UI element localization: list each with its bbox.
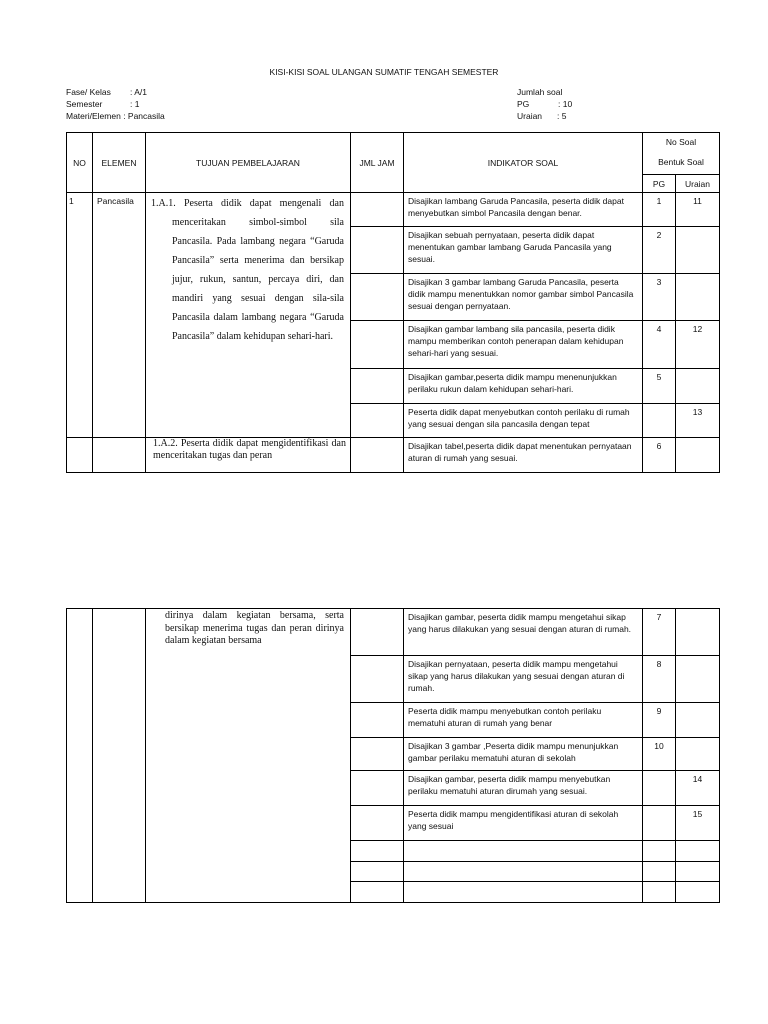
uraian-number — [676, 703, 720, 738]
indikator-cell: Disajikan gambar lambang sila pancasila, peserta didik mampu memberikan contoh penerapan dalam kehidupan sehari-hari yang sesuai. — [404, 321, 643, 369]
indikator-cell: Peserta didik mampu mengidentifikasi aturan di sekolah yang sesuai — [404, 806, 643, 841]
jml-jam-cell — [351, 193, 404, 227]
uraian-row — [517, 110, 572, 122]
row-elemen-empty — [93, 609, 146, 903]
jml-jam-cell — [351, 404, 404, 438]
pg-number — [643, 806, 676, 841]
jml-jam-cell — [351, 369, 404, 404]
pg-number: 7 — [643, 609, 676, 656]
jml-jam-cell — [351, 771, 404, 806]
pg-number — [643, 404, 676, 438]
uraian-number — [676, 609, 720, 656]
jml-jam-cell — [351, 321, 404, 369]
semester-value: : 1 — [130, 99, 140, 109]
pg-number: 4 — [643, 321, 676, 369]
row-elemen-empty — [93, 438, 146, 473]
row-no: 1 — [67, 193, 93, 438]
fase-row — [66, 86, 165, 98]
indikator-cell: Disajikan sebuah pernyataan, peserta didik dapat menentukan gambar lambang Garuda Pancasila yang sesuai. — [404, 227, 643, 274]
indikator-cell: Disajikan lambang Garuda Pancasila, peserta didik dapat menyebutkan simbol Pancasila dengan benar. — [404, 193, 643, 227]
semester-label: Semester — [66, 99, 103, 109]
header-info-right — [517, 86, 572, 122]
indikator-cell — [404, 862, 643, 882]
header-jml-jam: JML JAM — [351, 133, 404, 193]
uraian-number: 11 — [676, 193, 720, 227]
fase-label: Fase/ Kelas — [66, 87, 111, 97]
jml-jam-cell — [351, 882, 404, 903]
pg-number: 9 — [643, 703, 676, 738]
uraian-count-value: : 5 — [557, 111, 567, 121]
header-elemen: ELEMEN — [93, 133, 146, 193]
indikator-cell: Disajikan pernyataan, peserta didik mampu mengetahui sikap yang harus dilakukan yang sesuai dengan aturan di rumah. — [404, 656, 643, 703]
pg-number — [643, 862, 676, 882]
uraian-number — [676, 274, 720, 321]
header-pg: PG — [643, 175, 676, 193]
jml-jam-cell — [351, 438, 404, 473]
uraian-number: 14 — [676, 771, 720, 806]
header-info-left — [66, 86, 165, 122]
jml-jam-cell — [351, 862, 404, 882]
row-no-empty — [67, 438, 93, 473]
uraian-number: 15 — [676, 806, 720, 841]
uraian-number — [676, 738, 720, 771]
indikator-cell: Disajikan tabel,peserta didik dapat menentukan pernyataan aturan di rumah yang sesuai. — [404, 438, 643, 473]
pg-number — [643, 882, 676, 903]
materi-value: : Pancasila — [123, 111, 165, 121]
uraian-number — [676, 841, 720, 862]
uraian-number — [676, 438, 720, 473]
tujuan-cell-2-cont — [146, 609, 351, 903]
indikator-cell: Disajikan 3 gambar ,Peserta didik mampu menunjukkan gambar perilaku mematuhi aturan di sekolah — [404, 738, 643, 771]
pg-number: 5 — [643, 369, 676, 404]
uraian-number — [676, 656, 720, 703]
header-no-soal — [643, 133, 720, 175]
header-indikator: INDIKATOR SOAL — [404, 133, 643, 193]
pg-number: 6 — [643, 438, 676, 473]
uraian-number — [676, 227, 720, 274]
pg-count-value: : 10 — [558, 99, 573, 109]
jml-jam-cell — [351, 656, 404, 703]
pg-number: 3 — [643, 274, 676, 321]
indikator-cell: Disajikan gambar, peserta didik mampu menyebutkan perilaku mematuhi aturan dirumah yang sesuai. — [404, 771, 643, 806]
kisi-kisi-table-page-2 — [66, 608, 720, 903]
uraian-count-label: Uraian — [517, 111, 543, 121]
bentuk-soal-label: Bentuk Soal — [658, 157, 704, 167]
indikator-cell: Peserta didik dapat menyebutkan contoh perilaku di rumah yang sesuai dengan sila pancasila dengan tepat — [404, 404, 643, 438]
uraian-number — [676, 862, 720, 882]
indikator-cell — [404, 882, 643, 903]
uraian-number — [676, 369, 720, 404]
pg-count-label: PG — [517, 99, 530, 109]
jml-jam-cell — [351, 609, 404, 656]
indikator-cell: Peserta didik mampu menyebutkan contoh perilaku mematuhi aturan di rumah yang benar — [404, 703, 643, 738]
jml-jam-cell — [351, 738, 404, 771]
fase-value: : A/1 — [130, 87, 148, 97]
uraian-number — [676, 882, 720, 903]
tujuan-text-1: 1.A.1. Peserta didik dapat mengenali dan menceritakan simbol-simbol sila Pancasila. Pada lambang negara “Garuda Pancasila” serta menerima dan bersikap jujur, rukun, santun, percaya diri, dan mandiri yang sesuai dengan sila-sila Pancasila dalam lambang negara “Garuda Pancasila” dalam kehidupan sehari-hari. — [151, 198, 344, 342]
tujuan-text-2: 1.A.2. Peserta didik dapat mengidentifikasi dan menceritakan tugas dan peran — [153, 438, 346, 461]
pg-number: 10 — [643, 738, 676, 771]
uraian-number: 12 — [676, 321, 720, 369]
indikator-cell — [404, 841, 643, 862]
header-uraian: Uraian — [676, 175, 720, 193]
tujuan-cell-2 — [146, 438, 351, 473]
jml-jam-cell — [351, 841, 404, 862]
pg-number: 1 — [643, 193, 676, 227]
semester-row — [66, 98, 165, 110]
jml-jam-cell — [351, 274, 404, 321]
uraian-number: 13 — [676, 404, 720, 438]
kisi-kisi-table-page-1 — [66, 132, 720, 473]
pg-number: 2 — [643, 227, 676, 274]
header-tujuan: TUJUAN PEMBELAJARAN — [146, 133, 351, 193]
row-no-empty — [67, 609, 93, 903]
jumlah-label: Jumlah soal — [517, 87, 563, 97]
jml-jam-cell — [351, 703, 404, 738]
materi-label: Materi/Elemen — [66, 111, 121, 121]
materi-row — [66, 110, 165, 122]
pg-number — [643, 841, 676, 862]
jml-jam-cell — [351, 806, 404, 841]
indikator-cell: Disajikan 3 gambar lambang Garuda Pancasila, peserta didik mampu menentukkan nomor gambar simbol Pancasila sesuai dengan pernyataan. — [404, 274, 643, 321]
pg-number: 8 — [643, 656, 676, 703]
indikator-cell: Disajikan gambar, peserta didik mampu mengetahui sikap yang harus dilakukan yang sesuai dengan aturan di rumah. — [404, 609, 643, 656]
indikator-cell: Disajikan gambar,peserta didik mampu menenunjukkan perilaku rukun dalam kehidupan sehari-hari. — [404, 369, 643, 404]
tujuan-cell-1 — [146, 193, 351, 438]
jml-jam-cell — [351, 227, 404, 274]
header-no: NO — [67, 133, 93, 193]
pg-row — [517, 98, 572, 110]
no-soal-label: No Soal — [665, 137, 697, 147]
pg-number — [643, 771, 676, 806]
document-title: KISI-KISI SOAL ULANGAN SUMATIF TENGAH SEMESTER — [269, 67, 499, 77]
tujuan-text-2-cont: dirinya dalam kegiatan bersama, serta bersikap menerima tugas dan peran dirinya dalam kegiatan bersama — [165, 610, 344, 646]
row-elemen: Pancasila — [93, 193, 146, 438]
